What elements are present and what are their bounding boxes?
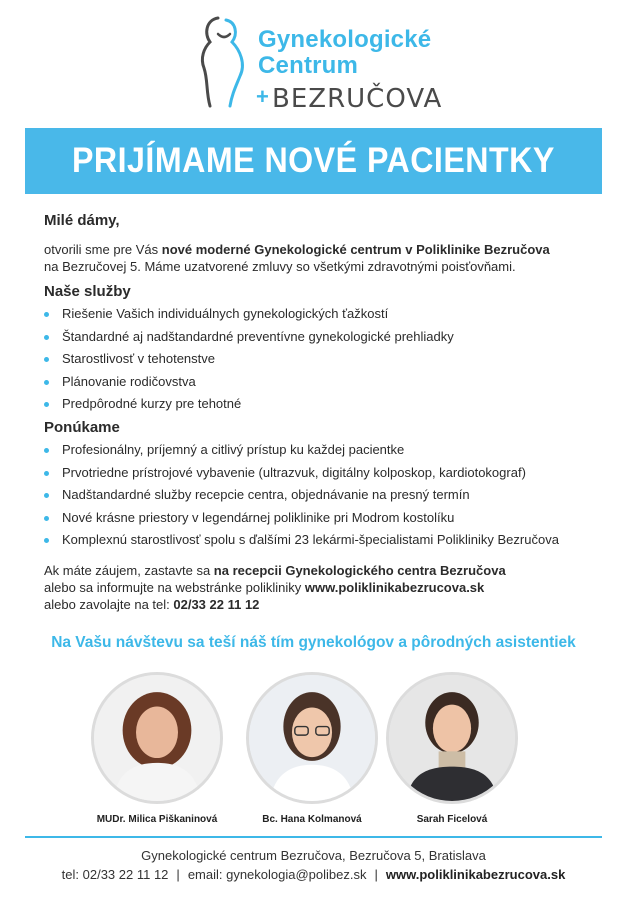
phone-number: 02/33 22 11 12 [173,597,260,612]
footer-contacts [0,867,627,882]
list-item: Nové krásne priestory v legendárnej poliklinike pri Modrom kostolíku [44,509,604,526]
website-link[interactable]: www.poliklinikabezrucova.sk [304,580,485,595]
member-name: Bc. Hana Kolmanová [262,814,362,825]
portrait-image [94,675,220,801]
list-item: Komplexnú starostlivosť spolu s ďalšími 23 lekármi-špecialistami Polikliniky Bezručova [44,531,604,548]
footer-phone: tel: 02/33 22 11 12 [61,867,169,882]
logo-plus: + [256,84,269,109]
list-item: Plánovanie rodičovstva [44,373,604,390]
headline-banner [25,128,602,194]
list-item: Štandardné aj nadštandardné preventívne gynekologické prehliadky [44,328,604,345]
list-item: Starostlivosť v tehotenstve [44,350,604,367]
member-name: MUDr. Milica Piškaninová [96,814,218,825]
logo-line-1: Gynekologické [258,26,432,53]
intro-post: na Bezručovej 5. Máme uzatvorené zmluvy so všetkými zdravotnými poisťovňami. [44,259,516,274]
footer-separator: | [374,867,378,882]
intro-paragraph [44,241,604,275]
contact-paragraph [44,562,604,613]
contact-line2-pre: alebo sa informujte na webstránke polikliniky [44,580,305,595]
logo-line-3: BEZRUČOVA [272,84,443,114]
list-item: Nadštandardné služby recepcie centra, objednávanie na presný termín [44,486,604,503]
footer-address: Gynekologické centrum Bezručova, Bezručova 5, Bratislava [141,848,486,863]
contact-line1-pre: Ak máte záujem, zastavte sa [44,563,214,578]
team-photo [386,672,518,804]
footer-website[interactable]: www.poliklinikabezrucova.sk [385,867,566,882]
footer-divider [25,836,602,838]
team-photo [246,672,378,804]
list-item: Riešenie Vašich individuálnych gynekologických ťažkostí [44,305,604,322]
pregnant-silhouette-icon [196,14,252,110]
list-item: Profesionálny, príjemný a citlivý prístup ku každej pacientke [44,441,604,458]
team-heading: Na Vašu návštevu sa teší náš tím gynekológov a pôrodných asistentiek [51,634,576,651]
letter-body [44,212,604,613]
banner-title: PRIJÍMAME NOVÉ PACIENTKY [72,141,555,180]
footer-email[interactable]: email: gynekologia@polibez.sk [187,867,367,882]
list-item: Prvotriedne prístrojové vybavenie (ultrazvuk, digitálny kolposkop, kardiotokograf) [44,464,604,481]
contact-line3-pre: alebo zavolajte na tel: [44,597,174,612]
greeting: Milé dámy, [44,212,120,229]
logo [196,14,446,114]
offer-list [44,441,604,548]
logo-line-2: Centrum [258,52,359,79]
footer-separator: | [176,867,180,882]
list-item: Predpôrodné kurzy pre tehotné [44,395,604,412]
intro-bold: nové moderné Gynekologické centrum v Poliklinike Bezručova [161,242,550,257]
portrait-image [389,675,515,801]
contact-line1-bold: na recepcii Gynekologického centra Bezručova [213,563,506,578]
portrait-image [249,675,375,801]
services-list [44,305,604,412]
team-photo [91,672,223,804]
services-title: Naše služby [44,283,131,300]
offer-title: Ponúkame [44,419,120,436]
member-name: Sarah Ficelová [416,814,488,825]
intro-pre: otvorili sme pre Vás [44,242,162,257]
